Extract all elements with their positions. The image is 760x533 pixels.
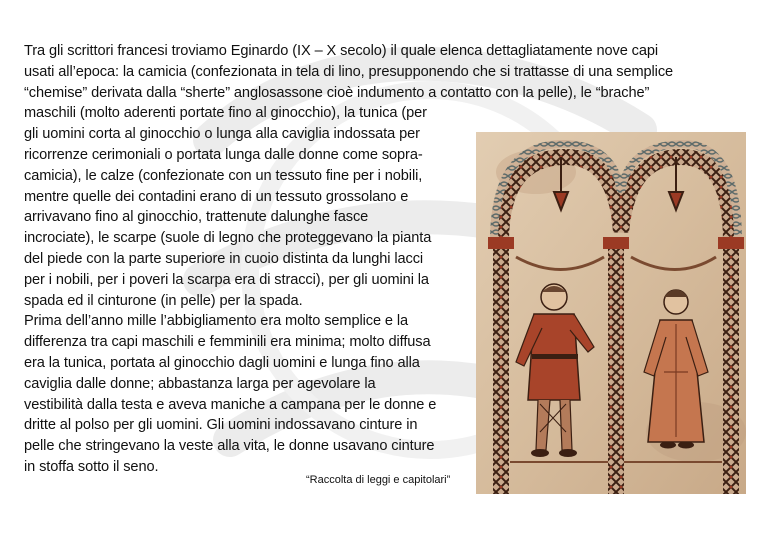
text-line: per i nobili, per i poveri la scarpa era di stracci), per gli uomini la (24, 271, 429, 288)
text-line: pelle che stringevano la veste alla vita, le donne usavano cinture (24, 438, 435, 455)
text-line: camicia), le calze (confezionate con un tessuto fine per i nobili, (24, 167, 423, 184)
manuscript-image (476, 132, 746, 494)
text-line: caviglia dalle donne; abbastanza larga per agevolare la (24, 375, 376, 392)
text-line: vestibilità dalla testa e aveva maniche a campana per le donne e (24, 396, 437, 413)
manuscript-illustration (476, 132, 746, 494)
text-line: in stoffa sotto il seno. (24, 459, 159, 475)
text-line: incrociate), le scarpe (suole di legno che proteggevano la pianta (24, 230, 432, 247)
text-line: spada ed il cinturone (in pelle) per la spada. (24, 292, 303, 309)
text-line: differenza tra capi maschili e femminili era minima; molto diffusa (24, 334, 431, 351)
text-line: “chemise” derivata dalla “sherte” anglosassone cioè indumento a contatto con la pelle), le “brache” (24, 84, 650, 101)
text-line: Tra gli scrittori francesi troviamo Eginardo (IX – X secolo) il quale elenca dettagliatamente nove capi (24, 43, 659, 59)
text-line: maschili (molto aderenti portate fino al ginocchio), la tunica (per (24, 105, 427, 122)
text-line: era la tunica, portata al ginocchio dagli uomini e lunga fino alla (24, 355, 420, 371)
text-line: dritte al polso per gli uomini. Gli uomini indossavano cinture in (24, 417, 418, 434)
text-line: Prima dell’anno mille l’abbigliamento era molto semplice e la (24, 313, 409, 330)
text-line: gli uomini corta al ginocchio o lunga alla caviglia indossata per (24, 126, 420, 143)
image-caption: “Raccolta di leggi e capitolari” (306, 474, 451, 486)
text-line: del piede con la parte superiore in cuoio distinta da lunghi lacci (24, 251, 424, 267)
text-line: ricorrenze cerimoniali o portata lunga dalle donne come sopra- (24, 147, 423, 163)
text-line: arrivavano fino al ginocchio, trattenute dalunghe fasce (24, 209, 369, 226)
text-line: usati all’epoca: la camicia (confezionata in tela di lino, presupponendo che si trattasse di una semplice (24, 63, 674, 80)
text-line: mentre quelle dei contadini erano di un tessuto grossolano e (24, 188, 409, 205)
